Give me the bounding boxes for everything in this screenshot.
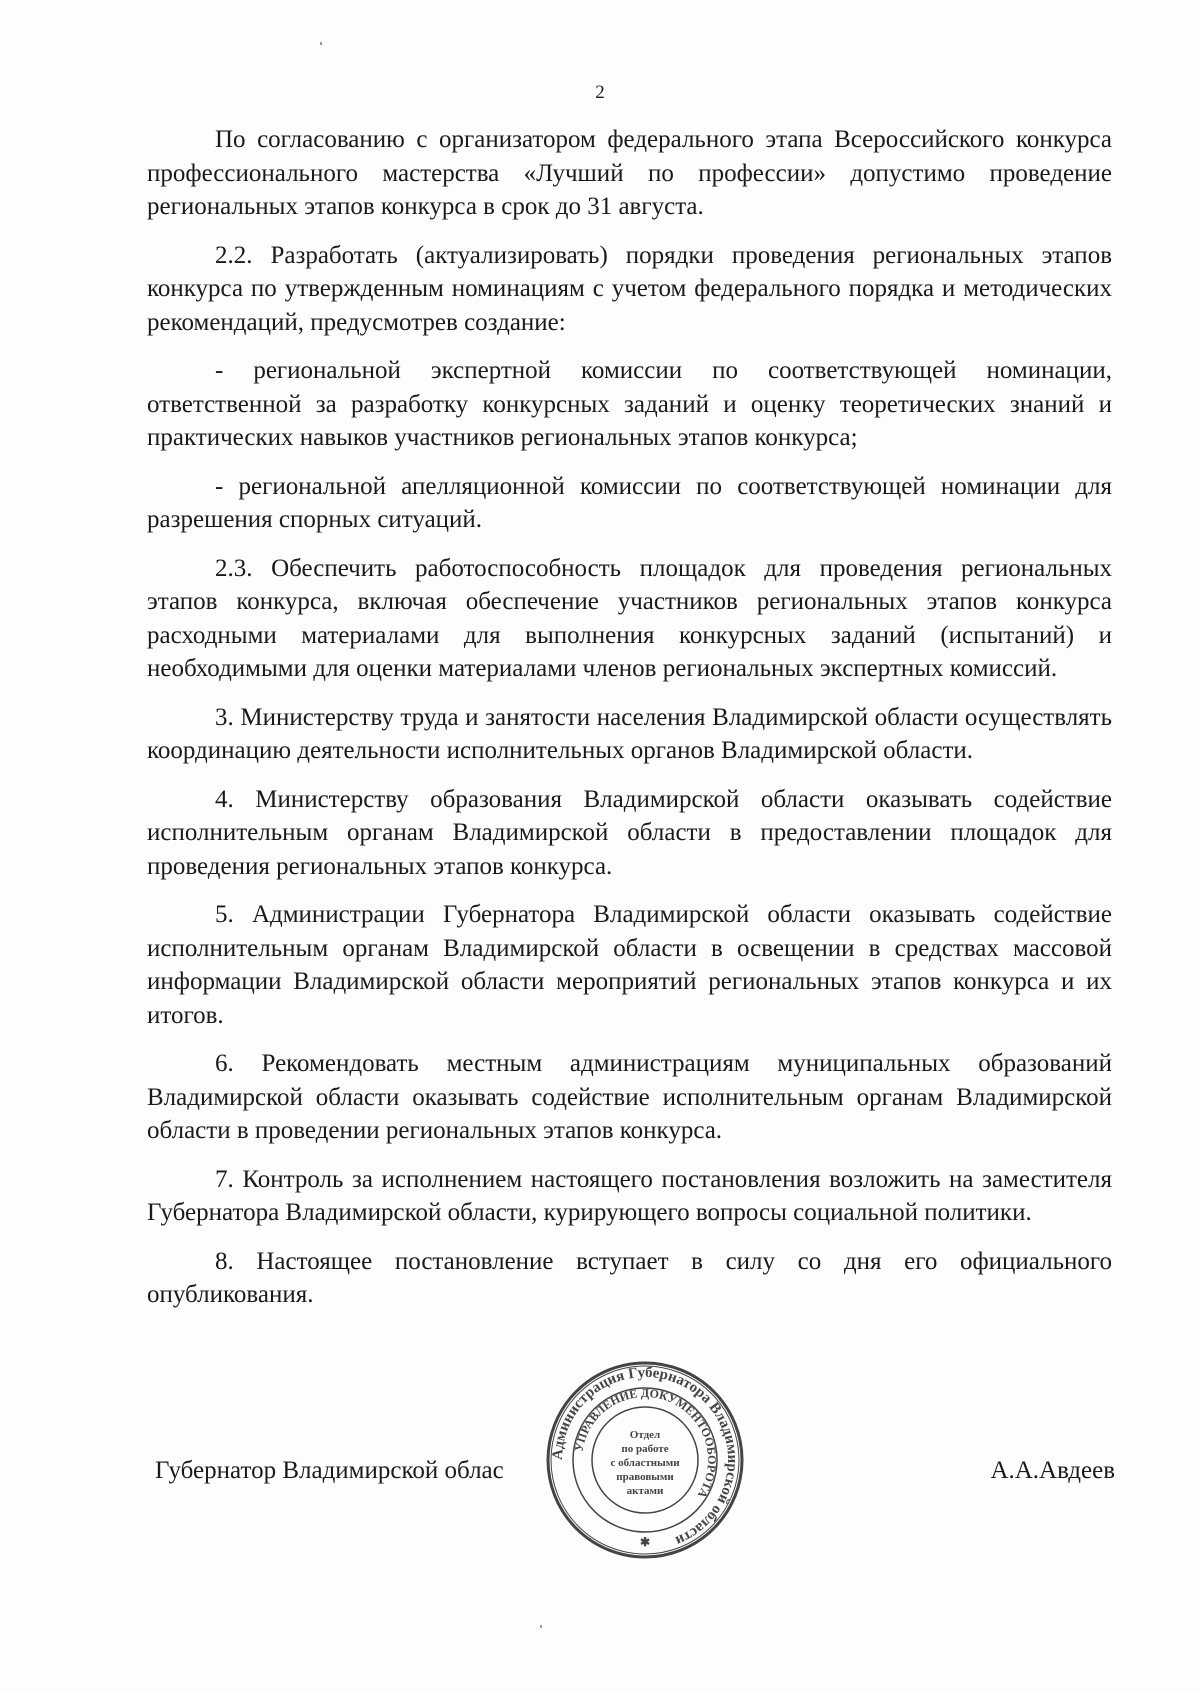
stamp-center-line-1: Отдел xyxy=(629,1429,661,1441)
paragraph-expert-commission: - региональной экспертной комиссии по соответствующей номинации, ответственной за разработку конкурсных заданий и оценку теоретических знаний и практических навыков участников региональных этапов конкурса; xyxy=(147,357,1112,451)
paragraph-appeal-commission: - региональной апелляционной комиссии по соответствующей номинации для разрешения спорных ситуаций. xyxy=(147,472,1112,533)
document-body xyxy=(147,123,1112,1327)
stamp-star-icon: ✱ xyxy=(639,1535,651,1549)
stamp-center-line-4: правовыми xyxy=(616,1471,674,1483)
official-seal-stamp xyxy=(545,1360,745,1560)
signatory-position: Губернатор Владимирской облас xyxy=(155,1457,504,1484)
paragraph-7: 7. Контроль за исполнением настоящего постановления возложить на заместителя Губернатора Владимирской области, курирующего вопросы социальной политики. xyxy=(147,1165,1112,1226)
signatory-name: А.А.Авдеев xyxy=(990,1457,1115,1484)
paragraph-2-2: 2.2. Разработать (актуализировать) порядки проведения региональных этапов конкурса по утвержденным номинациям с учетом федерального порядка и методических рекомендаций, предусмотрев создание: xyxy=(147,241,1112,336)
stamp-center-line-5: актами xyxy=(626,1485,664,1497)
paragraph-4: 4. Министерству образования Владимирской области оказывать содействие исполнительным органам Владимирской области в предоставлении площадок для проведения региональных этапов конкурса. xyxy=(147,785,1112,880)
stamp-outer-text: Администрация Губернатора Владимирской области xyxy=(549,1364,741,1549)
stamp-center-line-3: с областными xyxy=(610,1457,680,1469)
paragraph-intro: По согласованию с организатором федерального этапа Всероссийского конкурса профессионального мастерства «Лучший по профессии» допустимо проведение региональных этапов конкурса в срок до 31 августа. xyxy=(147,126,1112,220)
paragraph-6: 6. Рекомендовать местным администрациям муниципальных образований Владимирской области оказывать содействие исполнительным органам Владимирской области в проведении региональных этапов конкурса. xyxy=(147,1050,1112,1144)
scan-speck xyxy=(320,42,322,45)
scan-speck xyxy=(540,1625,542,1628)
paragraph-8: 8. Настоящее постановление вступает в силу со дня его официального опубликования. xyxy=(147,1247,1112,1308)
paragraph-3: 3. Министерству труда и занятости населения Владимирской области осуществлять координацию деятельности исполнительных органов Владимирской области. xyxy=(147,703,1112,764)
stamp-center-line-2: по работе xyxy=(621,1443,669,1455)
paragraph-5: 5. Администрации Губернатора Владимирской области оказывать содействие исполнительным органам Владимирской области в освещении в средствах массовой информации Владимирской области мероприятий региональных этапов конкурса и их итогов. xyxy=(147,901,1112,1029)
paragraph-2-3: 2.3. Обеспечить работоспособность площадок для проведения региональных этапов конкурса, включая обеспечение участников региональных этапов конкурса расходными материалами для выполнения конкурсных заданий (испытаний) и необходимыми для оценки материалами членов региональных экспертных комиссий. xyxy=(147,554,1112,682)
page-number: 2 xyxy=(595,82,605,103)
stamp-inner-ring-text: УПРАВЛЕНИЕ ДОКУМЕНТООБОРОТА xyxy=(571,1385,720,1501)
